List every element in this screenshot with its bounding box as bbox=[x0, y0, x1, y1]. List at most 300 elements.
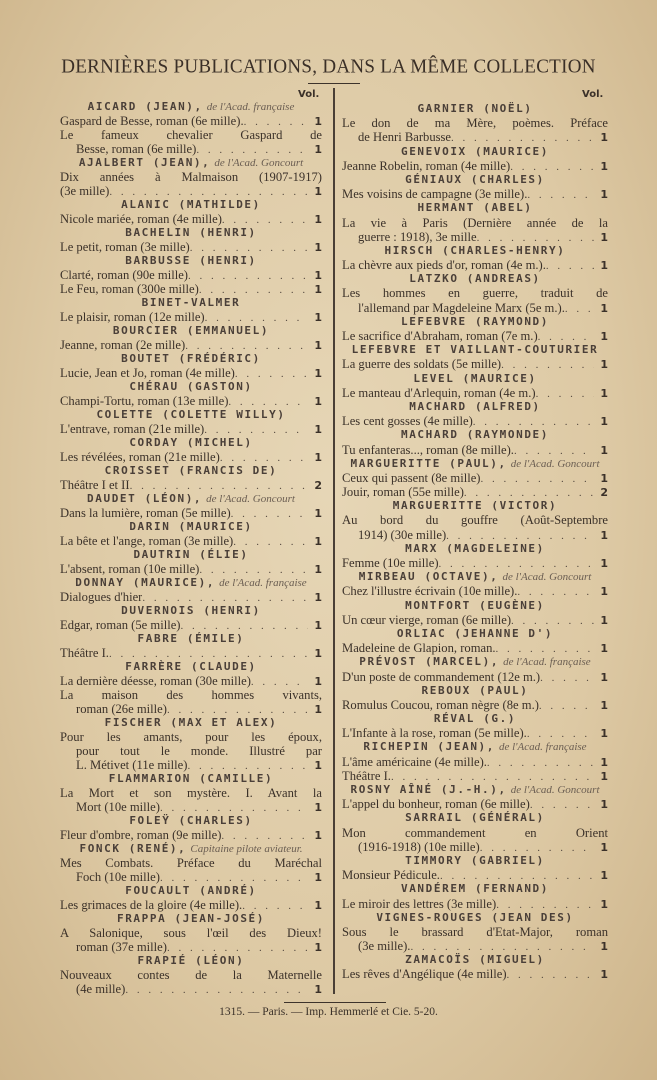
book-title: Mes voisins de campagne (3e mille). bbox=[342, 187, 528, 202]
dot-leader bbox=[221, 829, 308, 843]
book-title: L'appel du bonheur, roman (6e mille) bbox=[342, 797, 530, 812]
book-title: de Henri Barbusse bbox=[358, 130, 452, 145]
book-title-line bbox=[342, 769, 608, 783]
book-title: Madeleine de Glapion, roman. bbox=[342, 641, 496, 656]
author-name: RÉVAL (G.) bbox=[433, 712, 517, 726]
author-heading bbox=[342, 882, 608, 896]
volume-count: 1 bbox=[600, 642, 608, 656]
author-name: BACHELIN (HENRI) bbox=[125, 226, 257, 239]
author-name: FRAPIÉ (LÉON) bbox=[137, 954, 245, 967]
volume-count: 1 bbox=[600, 840, 608, 854]
right-column bbox=[342, 102, 608, 982]
volume-count: 1 bbox=[314, 423, 322, 436]
author-heading bbox=[60, 772, 322, 786]
book-title: Les révélées, roman (21e mille) bbox=[60, 450, 220, 464]
author-heading bbox=[60, 660, 322, 674]
author-heading bbox=[60, 156, 322, 170]
book-title: La guerre des soldats (5e mille) bbox=[342, 357, 502, 372]
volume-count: 2 bbox=[600, 486, 608, 500]
author-heading bbox=[342, 542, 608, 556]
author-name: FRAPPA (JEAN-JOSÉ) bbox=[116, 912, 265, 925]
book-title-line bbox=[342, 301, 608, 315]
author-heading bbox=[342, 712, 608, 726]
author-heading bbox=[342, 372, 608, 386]
author-heading bbox=[342, 102, 608, 116]
book-title-line bbox=[60, 786, 322, 800]
imprint: 1315. — Paris. — Imp. Hemmerlé et Cie. 5-20. bbox=[219, 1006, 438, 1018]
book-title-line bbox=[342, 897, 608, 911]
volume-count: 1 bbox=[600, 897, 608, 911]
book-title-line bbox=[60, 240, 322, 254]
book-title-line bbox=[60, 422, 322, 436]
author-heading bbox=[60, 324, 322, 338]
book-title-line bbox=[60, 688, 322, 702]
book-title: Les rêves d'Angélique (4e mille) bbox=[342, 967, 507, 982]
book-title: Pour les amants, pour les époux, bbox=[60, 730, 322, 744]
author-heading bbox=[342, 740, 608, 754]
book-title: Théâtre I. bbox=[60, 646, 109, 660]
dot-leader bbox=[160, 871, 308, 885]
dot-leader bbox=[199, 283, 308, 297]
book-title-line bbox=[342, 755, 608, 769]
dot-leader bbox=[446, 529, 594, 543]
author-note: de l'Acad. Goncourt bbox=[510, 784, 600, 796]
author-note: de l'Acad. française bbox=[219, 577, 307, 589]
book-title: Un cœur vierge, roman (6e mille) bbox=[342, 612, 512, 627]
book-title: Le sacrifice d'Abraham, roman (7e m.) bbox=[342, 329, 538, 343]
page-title: DERNIÈRES PUBLICATIONS, DANS LA MÊME COLLECTION bbox=[61, 55, 596, 78]
volume-count: 1 bbox=[600, 443, 608, 457]
author-heading bbox=[342, 343, 608, 357]
volume-count: 1 bbox=[314, 241, 322, 254]
book-title-line bbox=[60, 968, 322, 982]
book-title-line bbox=[342, 939, 608, 953]
book-title-line bbox=[60, 310, 322, 324]
author-heading bbox=[342, 783, 608, 797]
title-rule bbox=[308, 83, 360, 84]
book-title: Le miroir des lettres (3e mille) bbox=[342, 896, 497, 911]
author-name: DARIN (MAURICE) bbox=[129, 520, 253, 533]
dot-leader bbox=[565, 302, 594, 316]
book-title-line bbox=[60, 184, 322, 198]
volume-count: 1 bbox=[314, 675, 322, 688]
dot-leader bbox=[538, 330, 594, 344]
dot-leader bbox=[487, 756, 594, 770]
dot-leader bbox=[231, 507, 308, 521]
author-note: Capitaine pilote aviateur. bbox=[190, 843, 303, 855]
author-name: FARRÈRE (CLAUDE) bbox=[125, 660, 257, 673]
book-title-line bbox=[60, 870, 322, 884]
column-divider bbox=[333, 88, 335, 994]
book-title: A Salonique, sous l'œil des Dieux! bbox=[60, 926, 322, 940]
dot-leader bbox=[517, 585, 594, 599]
book-title: Le manteau d'Arlequin, roman (4e m.) bbox=[342, 385, 536, 400]
book-title-line bbox=[342, 513, 608, 527]
dot-leader bbox=[507, 968, 594, 982]
author-heading bbox=[60, 198, 322, 212]
author-note: de l'Acad. Goncourt bbox=[510, 457, 600, 470]
author-heading bbox=[60, 632, 322, 646]
author-name: CROISSET (FRANCIS DE) bbox=[104, 464, 278, 477]
book-title-line bbox=[60, 730, 322, 744]
volume-count: 1 bbox=[314, 941, 322, 954]
book-title: Jouir, roman (55e mille) bbox=[342, 485, 464, 500]
book-title: Les grimaces de la gloire (4e mille). bbox=[60, 898, 243, 912]
book-title: L. Métivet (11e mille) bbox=[76, 758, 188, 772]
author-name: FOLEŸ (CHARLES) bbox=[129, 814, 253, 827]
author-name: DUVERNOIS (HENRI) bbox=[121, 604, 261, 617]
book-title: Dix années à Malmaison (1907-1917) bbox=[60, 170, 322, 184]
volume-count: 1 bbox=[600, 131, 608, 145]
book-title-line bbox=[60, 758, 322, 772]
author-heading bbox=[342, 499, 608, 513]
author-name: RICHEPIN (JEAN), bbox=[363, 740, 495, 754]
author-note: de l'Acad. Goncourt bbox=[214, 157, 304, 169]
dot-leader bbox=[244, 115, 308, 129]
author-name: PRÉVOST (MARCEL), bbox=[359, 655, 500, 669]
author-name: GENEVOIX (MAURICE) bbox=[400, 144, 549, 158]
author-name: GÉNIAUX (CHARLES) bbox=[405, 172, 545, 186]
dot-leader bbox=[496, 898, 594, 912]
book-title-line bbox=[60, 114, 322, 128]
book-title: l'allemand par Magdeleine Marx (5e m.). bbox=[358, 300, 565, 315]
book-title: Le fameux chevalier Gaspard de bbox=[60, 128, 322, 142]
volume-count: 1 bbox=[314, 563, 322, 576]
book-title-line bbox=[60, 702, 322, 716]
volume-count: 1 bbox=[600, 670, 608, 684]
dot-leader bbox=[204, 423, 308, 437]
dot-leader bbox=[167, 941, 308, 955]
book-title: roman (37e mille) bbox=[76, 940, 167, 954]
author-name: BARBUSSE (HENRI) bbox=[125, 254, 257, 267]
author-name: ROSNY AÎNÉ (J.-H.), bbox=[350, 783, 507, 796]
dot-leader bbox=[546, 259, 594, 273]
author-heading bbox=[60, 492, 322, 506]
book-title: (4e mille) bbox=[76, 982, 126, 996]
author-heading bbox=[60, 408, 322, 422]
author-name: FABRE (ÉMILE) bbox=[137, 632, 245, 645]
book-title-line bbox=[60, 744, 322, 758]
volume-count: 1 bbox=[314, 703, 322, 716]
dot-leader bbox=[109, 185, 308, 199]
book-title: roman (26e mille) bbox=[76, 702, 167, 716]
author-heading bbox=[60, 464, 322, 478]
book-title: L'âme américaine (4e mille). bbox=[342, 754, 487, 769]
book-title-line bbox=[342, 116, 608, 130]
dot-leader bbox=[251, 675, 308, 689]
volume-count: 1 bbox=[600, 769, 608, 783]
book-title: (3e mille) bbox=[60, 184, 110, 198]
author-note: de l'Acad. française bbox=[498, 741, 587, 754]
author-name: DAUDET (LÉON), bbox=[87, 492, 203, 505]
author-name: VIGNES-ROUGES (JEAN DES) bbox=[376, 910, 574, 924]
book-title-line bbox=[60, 828, 322, 842]
book-title: Sous le brassard d'Etat-Major, roman bbox=[342, 924, 608, 939]
dot-leader bbox=[233, 535, 308, 549]
dot-leader bbox=[235, 367, 308, 381]
author-name: AICARD (JEAN), bbox=[87, 100, 203, 113]
dot-leader bbox=[477, 231, 594, 245]
book-title-line bbox=[342, 868, 608, 882]
book-title-line bbox=[342, 584, 608, 598]
dot-leader bbox=[511, 614, 594, 628]
book-title: Edgar, roman (5e mille) bbox=[60, 618, 181, 632]
book-title: Gaspard de Besse, roman (6e mille). bbox=[60, 114, 244, 128]
author-heading bbox=[342, 244, 608, 258]
author-heading bbox=[342, 854, 608, 868]
left-column bbox=[60, 100, 322, 996]
book-title-line bbox=[60, 534, 322, 548]
author-heading bbox=[342, 201, 608, 215]
book-title: Romulus Coucou, roman nègre (8e m.) bbox=[342, 697, 539, 712]
volume-count: 1 bbox=[314, 871, 322, 884]
vol-header-right: Vol. bbox=[582, 89, 604, 100]
book-title-line bbox=[342, 485, 608, 499]
dot-leader bbox=[481, 472, 594, 486]
author-heading bbox=[60, 226, 322, 240]
dot-leader bbox=[196, 143, 308, 157]
dot-leader bbox=[125, 983, 308, 997]
author-name: MARGUERITTE (VICTOR) bbox=[392, 499, 558, 513]
dot-leader bbox=[464, 486, 594, 500]
volume-count: 1 bbox=[314, 213, 322, 226]
book-title: Besse, roman (6e mille) bbox=[76, 142, 197, 156]
volume-count: 1 bbox=[314, 339, 322, 352]
volume-count: 1 bbox=[314, 115, 322, 128]
book-title-line bbox=[60, 212, 322, 226]
book-title: Le plaisir, roman (12e mille) bbox=[60, 310, 205, 324]
book-title-line bbox=[342, 826, 608, 840]
volume-count: 1 bbox=[314, 507, 322, 520]
volume-count: 1 bbox=[314, 647, 322, 660]
volume-count: 1 bbox=[314, 801, 322, 814]
volume-count: 2 bbox=[314, 479, 322, 492]
book-title-line bbox=[60, 674, 322, 688]
author-heading bbox=[60, 548, 322, 562]
volume-count: 1 bbox=[600, 798, 608, 812]
book-title: Le petit, roman (3e mille) bbox=[60, 240, 190, 254]
book-title-line bbox=[60, 366, 322, 380]
author-heading bbox=[60, 954, 322, 968]
author-heading bbox=[60, 254, 322, 268]
book-title-line bbox=[60, 142, 322, 156]
book-title: Foch (10e mille) bbox=[76, 870, 160, 884]
book-title: Fleur d'ombre, roman (9e mille) bbox=[60, 828, 222, 842]
volume-count: 1 bbox=[600, 188, 608, 202]
author-name: ALANIC (MATHILDE) bbox=[121, 198, 261, 211]
book-title-line bbox=[60, 856, 322, 870]
dot-leader bbox=[527, 727, 594, 741]
author-name: LEVEL (MAURICE) bbox=[413, 371, 537, 385]
dot-leader bbox=[439, 557, 594, 571]
book-title: Jeanne Robelin, roman (4e mille) bbox=[342, 158, 511, 173]
author-heading bbox=[60, 716, 322, 730]
author-heading bbox=[60, 912, 322, 926]
author-heading bbox=[342, 428, 608, 442]
volume-count: 1 bbox=[600, 230, 608, 244]
author-name: MARGUERITTE (PAUL), bbox=[350, 456, 507, 470]
book-title: La dernière déesse, roman (30e mille) bbox=[60, 674, 251, 688]
author-heading bbox=[60, 296, 322, 310]
book-title-line bbox=[60, 940, 322, 954]
book-title: Tu enfanteras..., roman (8e mille). bbox=[342, 442, 514, 457]
dot-leader bbox=[190, 241, 308, 255]
author-heading bbox=[342, 272, 608, 286]
volume-count: 1 bbox=[314, 759, 322, 772]
book-title: La maison des hommes vivants, bbox=[60, 688, 322, 702]
dot-leader bbox=[496, 642, 594, 656]
volume-count: 1 bbox=[600, 727, 608, 741]
volume-count: 1 bbox=[600, 698, 608, 712]
volume-count: 1 bbox=[600, 471, 608, 485]
author-heading bbox=[342, 911, 608, 925]
author-heading bbox=[60, 576, 322, 590]
author-heading bbox=[60, 436, 322, 450]
book-title: Au bord du gouffre (Août-Septembre bbox=[342, 513, 608, 528]
dot-leader bbox=[242, 899, 308, 913]
book-title: 1914) (30e mille) bbox=[358, 527, 447, 542]
author-name: FONCK (RENÉ), bbox=[79, 842, 187, 855]
dot-leader bbox=[539, 699, 594, 713]
volume-count: 1 bbox=[314, 185, 322, 198]
book-title-line bbox=[342, 613, 608, 627]
author-name: TIMMORY (GABRIEL) bbox=[405, 853, 545, 867]
author-name: HIRSCH (CHARLES-HENRY) bbox=[384, 243, 566, 257]
book-title: Mes Combats. Préface du Maréchal bbox=[60, 856, 322, 870]
author-heading bbox=[60, 520, 322, 534]
dot-leader bbox=[199, 563, 308, 577]
book-title: Nouveaux contes de la Maternelle bbox=[60, 968, 322, 982]
author-heading bbox=[342, 953, 608, 967]
volume-count: 1 bbox=[314, 451, 322, 464]
volume-count: 1 bbox=[314, 269, 322, 282]
footer-rule bbox=[284, 1002, 386, 1003]
book-title: Nicole mariée, roman (4e mille) bbox=[60, 212, 222, 226]
volume-count: 1 bbox=[600, 386, 608, 400]
book-title-line bbox=[342, 258, 608, 272]
book-title: D'un poste de commandement (12e m.) bbox=[342, 669, 541, 684]
book-title-line bbox=[342, 159, 608, 173]
book-title: Le Feu, roman (300e mille) bbox=[60, 282, 199, 296]
author-heading bbox=[342, 684, 608, 698]
book-title-line bbox=[342, 840, 608, 854]
author-name: SARRAIL (GÉNÉRAL) bbox=[405, 811, 545, 825]
book-title-line bbox=[342, 386, 608, 400]
book-title-line bbox=[60, 282, 322, 296]
volume-count: 1 bbox=[600, 585, 608, 599]
dot-leader bbox=[391, 770, 594, 784]
book-title: Les cent gosses (4e mille) bbox=[342, 414, 473, 429]
book-title: Femme (10e mille) bbox=[342, 556, 439, 570]
book-title-line bbox=[60, 394, 322, 408]
volume-count: 1 bbox=[600, 968, 608, 982]
dot-leader bbox=[142, 591, 308, 605]
author-note: de l'Acad. française bbox=[206, 101, 295, 113]
book-title-line bbox=[60, 800, 322, 814]
volume-count: 1 bbox=[314, 829, 322, 842]
book-title-line bbox=[342, 556, 608, 570]
book-title: La vie à Paris (Dernière année de la bbox=[342, 215, 608, 230]
author-heading bbox=[60, 814, 322, 828]
volume-count: 1 bbox=[314, 591, 322, 604]
book-title-line bbox=[342, 641, 608, 655]
book-title-line bbox=[342, 230, 608, 244]
dot-leader bbox=[167, 703, 308, 717]
author-name: FLAMMARION (CAMILLE) bbox=[108, 772, 274, 785]
book-title-line bbox=[342, 357, 608, 371]
author-name: BOUTET (FRÉDÉRIC) bbox=[121, 352, 261, 365]
volume-count: 1 bbox=[314, 311, 322, 324]
book-title-line bbox=[342, 443, 608, 457]
author-name: MONTFORT (EUGÈNE) bbox=[405, 598, 545, 612]
volume-count: 1 bbox=[314, 395, 322, 408]
book-title-line bbox=[342, 329, 608, 343]
author-name: MACHARD (RAYMONDE) bbox=[400, 428, 549, 442]
dot-leader bbox=[440, 869, 594, 883]
book-title: guerre : 1918), 3e mille bbox=[358, 229, 477, 244]
author-name: ORLIAC (JEHANNE D') bbox=[396, 626, 554, 640]
volume-count: 1 bbox=[600, 159, 608, 173]
book-title: Théâtre I. bbox=[342, 768, 391, 783]
volume-count: 1 bbox=[314, 899, 322, 912]
dot-leader bbox=[228, 395, 308, 409]
book-title-line bbox=[60, 618, 322, 632]
volume-count: 1 bbox=[314, 983, 322, 996]
book-title: Jeanne, roman (2e mille) bbox=[60, 338, 186, 352]
book-title-line bbox=[342, 471, 608, 485]
dot-leader bbox=[480, 841, 594, 855]
author-heading bbox=[342, 655, 608, 669]
volume-count: 1 bbox=[600, 415, 608, 429]
author-name: LEFEBVRE (RAYMOND) bbox=[400, 314, 549, 328]
dot-leader bbox=[130, 479, 308, 493]
author-name: COLETTE (COLETTE WILLY) bbox=[96, 408, 286, 421]
author-name: MIRBEAU (OCTAVE), bbox=[358, 570, 499, 584]
dot-leader bbox=[160, 801, 308, 815]
author-heading bbox=[342, 315, 608, 329]
author-name: VANDÉREM (FERNAND) bbox=[400, 882, 549, 896]
author-name: BINET-VALMER bbox=[141, 296, 241, 309]
book-title: (1916-1918) (10e mille) bbox=[358, 839, 480, 854]
book-title-line bbox=[342, 726, 608, 740]
dot-leader bbox=[451, 131, 594, 145]
dot-leader bbox=[527, 188, 594, 202]
author-name: ZAMACOÏS (MIGUEL) bbox=[405, 953, 545, 967]
book-title-line bbox=[342, 967, 608, 981]
volume-count: 1 bbox=[314, 619, 322, 632]
author-name: FISCHER (MAX ET ALEX) bbox=[104, 716, 278, 729]
volume-count: 1 bbox=[600, 869, 608, 883]
book-title-line bbox=[60, 562, 322, 576]
book-title: pour tout le monde. Illustré par bbox=[76, 744, 322, 758]
author-heading bbox=[342, 599, 608, 613]
author-name: MARX (MAGDELEINE) bbox=[405, 541, 545, 555]
book-title: La bête et l'ange, roman (3e mille) bbox=[60, 534, 234, 548]
book-title: La Mort et son mystère. I. Avant la bbox=[60, 786, 322, 800]
book-title-line bbox=[342, 130, 608, 144]
vol-header-left: Vol. bbox=[298, 89, 320, 100]
author-name: CHÉRAU (GASTON) bbox=[129, 380, 253, 393]
book-title-line bbox=[60, 646, 322, 660]
book-title-line bbox=[342, 187, 608, 201]
author-name: HERMANT (ABEL) bbox=[417, 201, 533, 215]
book-title: Clarté, roman (90e mille) bbox=[60, 268, 188, 282]
dot-leader bbox=[222, 213, 308, 227]
book-title-line bbox=[342, 286, 608, 300]
book-title: L'Infante à la rose, roman (5e mille). bbox=[342, 726, 527, 741]
author-heading bbox=[342, 457, 608, 471]
book-title-line bbox=[342, 414, 608, 428]
